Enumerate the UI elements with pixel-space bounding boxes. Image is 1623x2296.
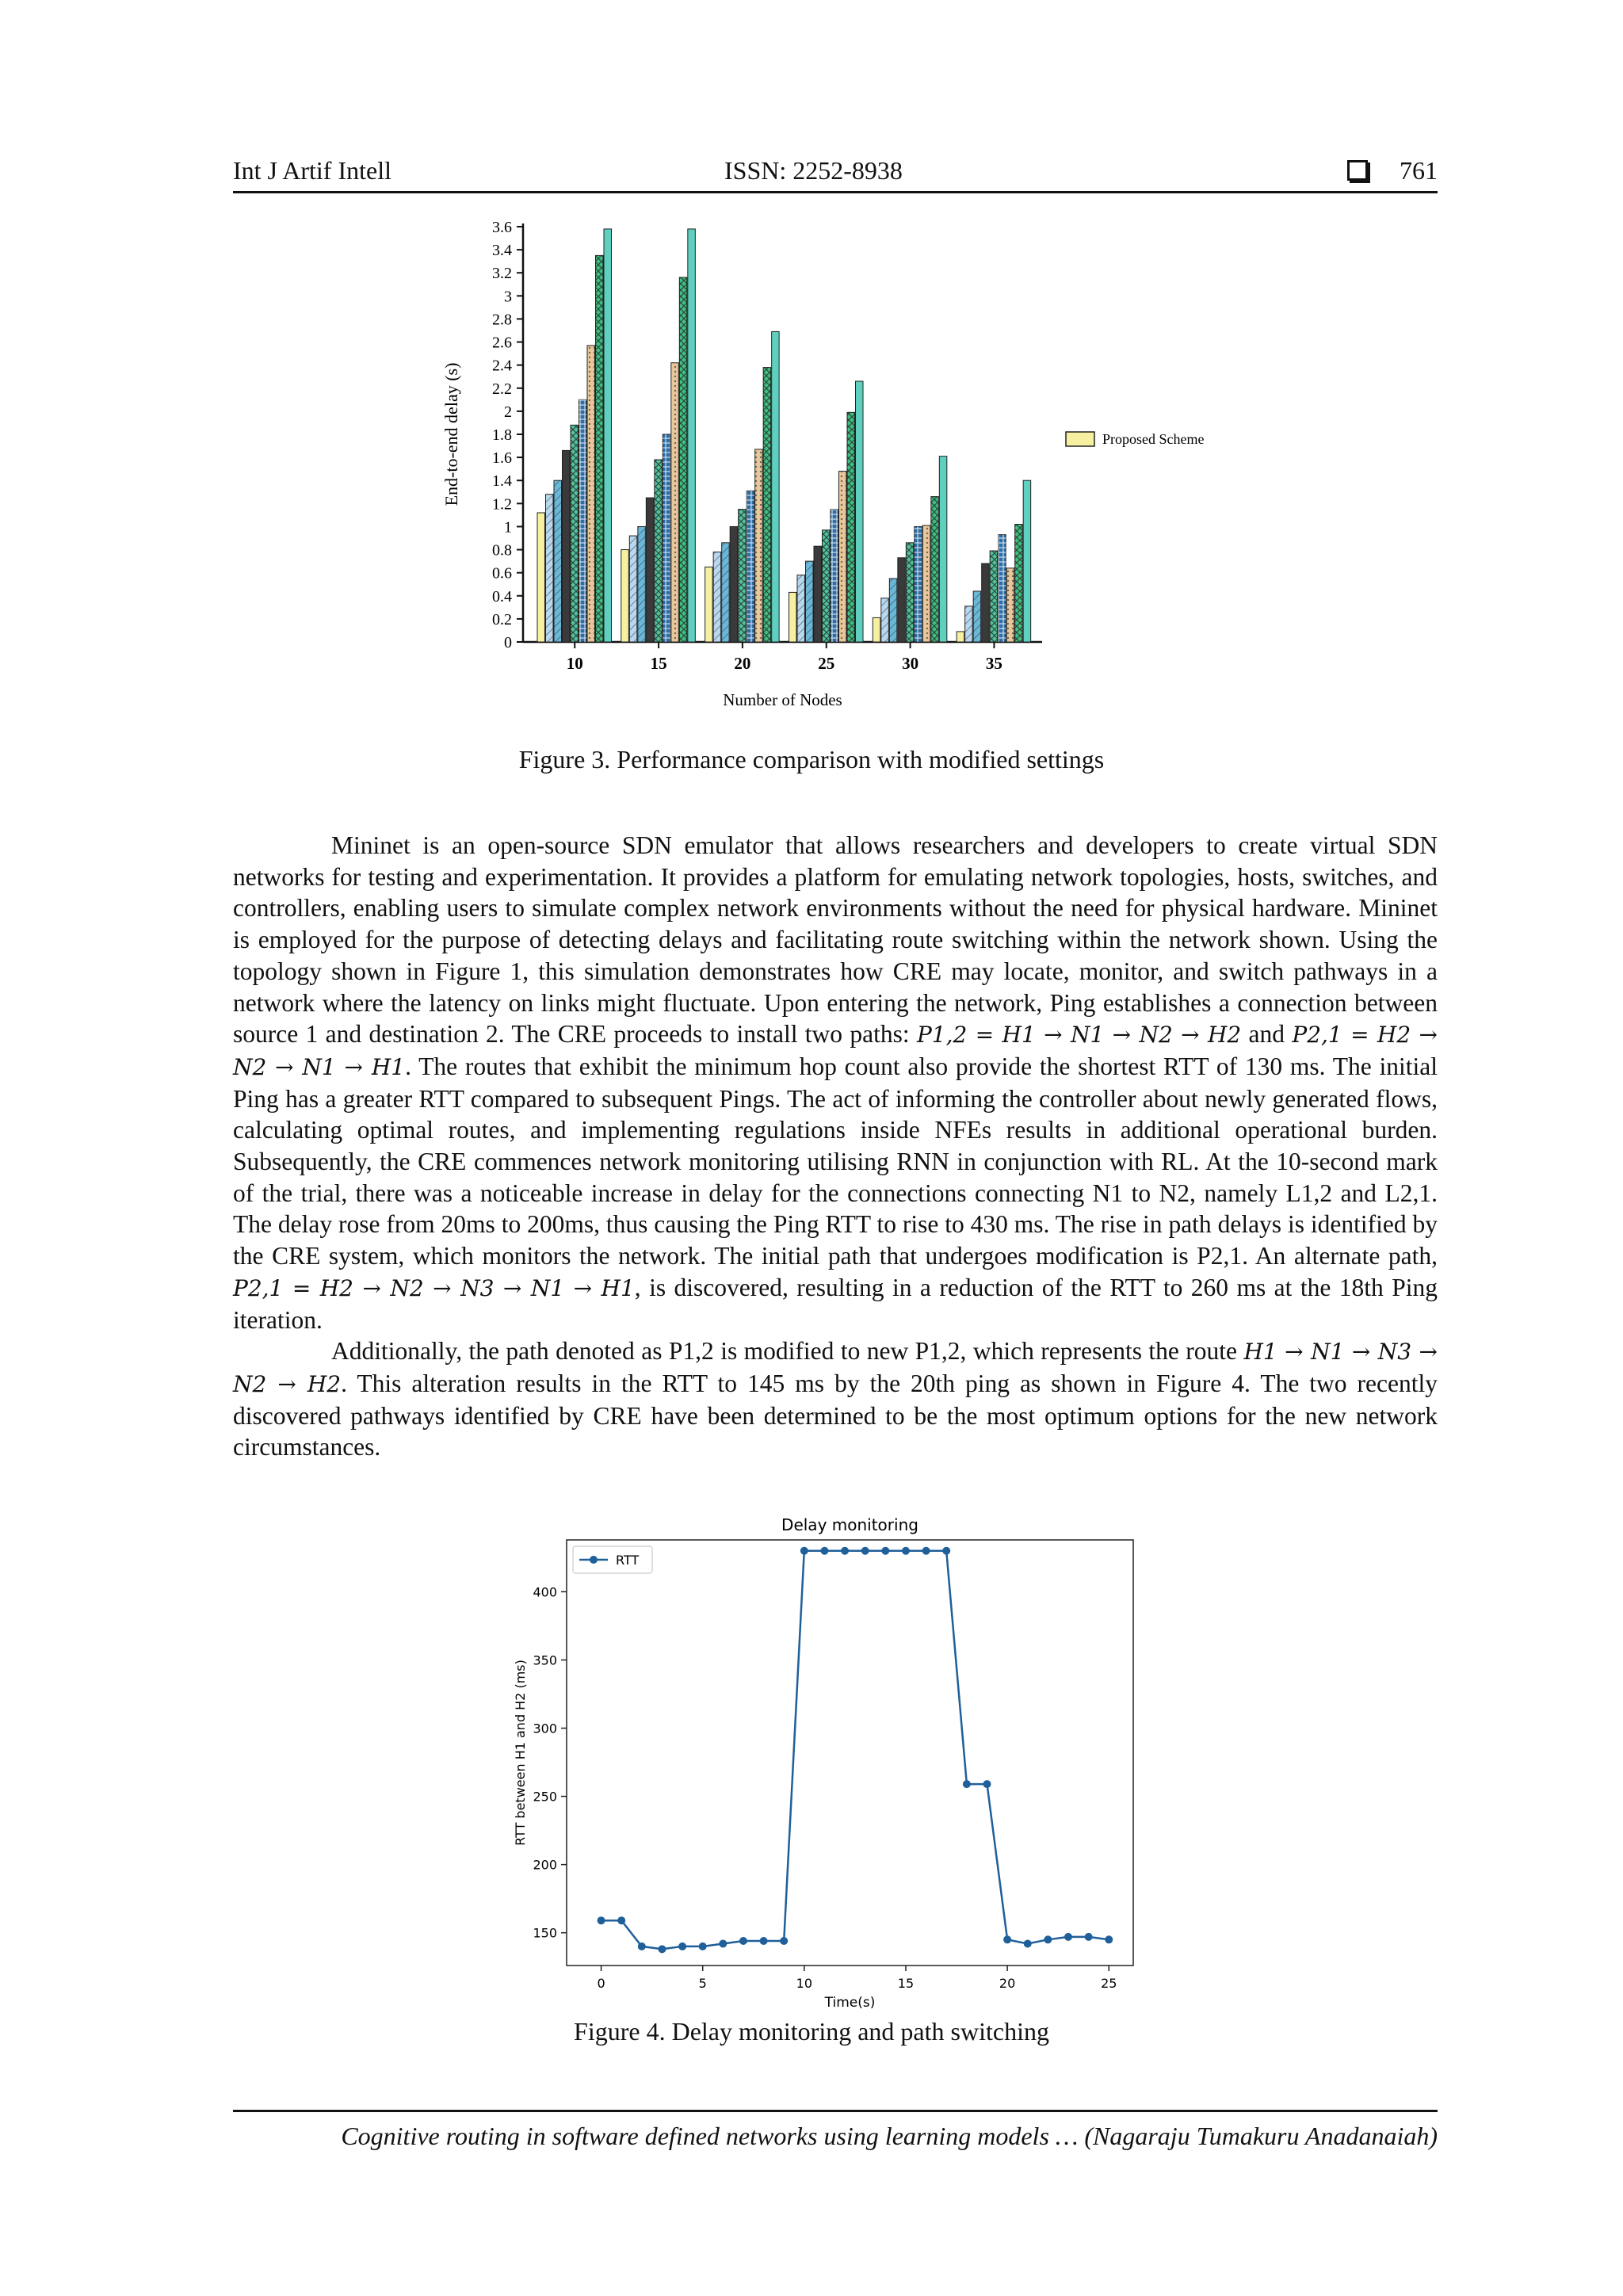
figure3-x-tick-label: 35: [985, 654, 1002, 673]
figure3-bar-hatch: [823, 530, 831, 642]
figure4-y-tick-label: 250: [533, 1789, 557, 1805]
figure3-y-tick-label: 1.2: [492, 495, 512, 514]
p1-text-2: and: [1241, 1020, 1293, 1049]
figure3-x-axis-label: Number of Nodes: [723, 690, 842, 709]
page-number: 761: [1400, 156, 1438, 185]
figure3-bar-hatch: [671, 363, 679, 642]
p1-math-2: P2,1 = H2 → N2 → N1 → H1: [233, 1022, 1438, 1080]
paragraph-1: [233, 830, 1438, 1335]
figure4-x-axis-label: Time(s): [824, 1995, 876, 2011]
figure4-rtt-point: [922, 1547, 930, 1555]
figure4-rtt-point: [719, 1939, 727, 1947]
p1-math-1: P1,2 = H1 → N1 → N2 → H2: [916, 1022, 1242, 1049]
figure3-bar: [814, 546, 822, 642]
p2-math-1: H1 → N1 → N3 → N2 → H2: [233, 1339, 1438, 1397]
figure3-bar: [898, 558, 906, 642]
figure3-bar-hatch: [831, 510, 838, 642]
figure3-bar: [789, 592, 797, 642]
figure3-bar: [646, 498, 654, 642]
figure3-bar-hatch: [755, 449, 763, 642]
figure3-bar: [856, 381, 864, 642]
figure3-bar-hatch: [847, 412, 855, 642]
figure3-x-tick-label: 25: [818, 654, 835, 673]
figure3-y-tick-label: 2.2: [492, 380, 512, 398]
figure4-rtt-point: [820, 1547, 828, 1555]
figure4-rtt-point: [658, 1945, 666, 1953]
figure3-bar: [705, 567, 713, 642]
figure3-y-tick-label: 2.4: [492, 357, 512, 375]
figure4-y-tick-label: 350: [533, 1652, 557, 1668]
figure3-caption: Figure 3. Performance comparison with modified settings: [518, 745, 1105, 774]
figure3-bar: [957, 632, 964, 642]
figure4-axes: [513, 1515, 1133, 2011]
figure3-bar: [772, 331, 780, 642]
figure4-rtt-point: [617, 1916, 625, 1924]
figure3-bar: [939, 457, 947, 642]
figure4-rtt-point: [1044, 1935, 1052, 1943]
journal-name: Int J Artif Intell: [233, 156, 391, 185]
figure4-rtt-point: [942, 1547, 950, 1555]
figure3-bar-hatch: [629, 536, 637, 642]
p1-text-3: . The routes that exhibit the minimum hop count also provide the shortest RTT of 130 ms. The initial Ping has a greater RTT compared to subsequent Pings. The act of informing the controller about newly generated flows, calculating optimal routes, and implementing regulations inside NFEs results in additional operational burden. Subsequently, the CRE commences network monitoring utilising RNN in conjunction with RL. At the 10-second mark of the trial, there was a noticeable increase in delay for the connections connecting N1 to N2, namely L1,2 and L2,1. The delay rose from 20ms to 200ms, thus causing the Ping RTT to rise to 430 ms. The rise in path delays is identified by the CRE system, which monitors the network. The initial path that undergoes modification is P2,1. An alternate path,: [233, 1052, 1438, 1270]
figure3-bar-chart: [440, 208, 1240, 723]
figure3-bar-hatch: [931, 497, 939, 642]
figure3-bar-hatch: [1015, 525, 1023, 642]
figure3-bar-hatch: [1006, 568, 1014, 642]
figure3-bar: [604, 229, 612, 642]
figure3-bar-hatch: [579, 399, 587, 642]
figure4-legend-marker: [590, 1556, 598, 1564]
figure3-legend-label: Proposed Scheme: [1102, 431, 1205, 447]
figure3-bar-hatch: [679, 277, 687, 642]
figure3-y-tick-label: 0: [504, 634, 512, 651]
figure3-bar-hatch: [655, 460, 663, 642]
figure3-y-tick-label: 0.4: [492, 587, 512, 606]
figure4-rtt-point: [1003, 1935, 1011, 1943]
figure3-bar: [621, 550, 629, 642]
figure4-rtt-point: [678, 1943, 686, 1950]
figure4-x-tick-label: 25: [1101, 1976, 1117, 1991]
figure3-bar-hatch: [839, 472, 847, 642]
figure3-bar-hatch: [797, 575, 805, 642]
figure3-y-tick-label: 1.8: [492, 426, 512, 444]
figure3-bar: [730, 526, 738, 642]
figure3-bar-hatch: [999, 535, 1006, 642]
figure4-y-tick-label: 400: [533, 1584, 557, 1600]
figure4-rtt-point: [881, 1547, 889, 1555]
figure4-rtt-point: [638, 1943, 646, 1950]
figure4-caption: Figure 4. Delay monitoring and path switching: [574, 2017, 1049, 2046]
figure3-bar-hatch: [915, 526, 922, 642]
figure3-y-tick-label: 2.8: [492, 311, 512, 329]
figure4-rtt-point: [760, 1937, 768, 1945]
p2-text-1: Additionally, the path denoted as P1,2 is modified to new P1,2, which represents the route: [331, 1337, 1244, 1366]
figure4-rtt-point: [1064, 1933, 1072, 1941]
figure3-bar-hatch: [571, 425, 579, 642]
figure3-bar-hatch: [922, 525, 930, 642]
figure3-bar-hatch: [990, 551, 998, 642]
figure3-bar-hatch: [713, 552, 721, 642]
figure4-x-tick-label: 0: [597, 1976, 605, 1991]
figure3-y-tick-label: 0.6: [492, 564, 512, 583]
figure3-bar: [982, 563, 990, 642]
figure3-x-tick-label: 30: [902, 654, 919, 673]
figure4-x-tick-label: 5: [698, 1976, 707, 1991]
figure4-line-chart: [507, 1510, 1157, 2017]
figure3-legend: [1066, 431, 1204, 447]
figure3-x-tick-label: 20: [734, 654, 751, 673]
figure4-rtt-point: [983, 1780, 991, 1788]
figure3-legend-swatch: [1066, 432, 1094, 446]
page-footer: Cognitive routing in software defined networks using learning models … (Nagaraju Tumakuru Anadanaiah): [233, 2110, 1438, 2151]
square-bullet-icon: [1347, 160, 1368, 181]
figure3-x-tick-label: 10: [566, 654, 583, 673]
figure3-y-tick-label: 0.8: [492, 541, 512, 560]
figure4-rtt-point: [800, 1547, 808, 1555]
figure4-x-tick-label: 15: [897, 1976, 915, 1991]
figure4-title: Delay monitoring: [781, 1515, 918, 1534]
figure3-y-tick-label: 1: [504, 518, 512, 537]
figure4-x-tick-label: 10: [796, 1976, 813, 1991]
figure4-legend-label: RTT: [616, 1553, 640, 1568]
figure3-bar-hatch: [889, 579, 897, 642]
figure3-bar: [537, 513, 545, 642]
figure3-bar-hatch: [965, 606, 973, 642]
figure4-rtt-point: [598, 1916, 605, 1924]
figure3-bar-hatch: [596, 255, 604, 642]
page-number-group: [1347, 156, 1438, 185]
body-text: [233, 830, 1438, 1463]
figure4-legend: [573, 1546, 652, 1573]
figure4-rtt-point: [841, 1547, 849, 1555]
figure3-y-tick-label: 3.4: [492, 242, 512, 260]
figure3-y-axis-label: End-to-end delay (s): [441, 362, 461, 506]
figure4-y-tick-label: 150: [533, 1925, 557, 1941]
figure3-bar-hatch: [806, 561, 814, 642]
figure4-y-tick-label: 200: [533, 1857, 557, 1873]
figure4-x-tick-label: 20: [999, 1976, 1016, 1991]
figure4-rtt-point: [902, 1547, 910, 1555]
page-header: [233, 155, 1438, 193]
figure4-rtt-point: [861, 1547, 869, 1555]
p1-math-3: P2,1 = H2 → N2 → N3 → N1 → H1: [233, 1274, 635, 1301]
figure3-bar-hatch: [638, 526, 646, 642]
figure3-bar-hatch: [554, 480, 562, 642]
figure3-bar-hatch: [906, 543, 914, 642]
p2-text-2: . This alteration results in the RTT to 145 ms by the 20th ping as shown in Figure 4. The two recently discovered pathways identified by CRE have been determined to be the most optimum options for the new network circumstances.: [233, 1369, 1438, 1461]
figure3-y-tick-label: 1.4: [492, 472, 512, 491]
figure4-rtt-point: [699, 1943, 707, 1950]
figure4-y-axis-label: RTT between H1 and H2 (ms): [513, 1660, 528, 1846]
figure3-bar-hatch: [739, 510, 747, 642]
figure3-y-tick-label: 0.2: [492, 610, 512, 628]
p1-text-1: Mininet is an open-source SDN emulator that allows researchers and developers to create virtual SDN networks for testing and experimentation. It provides a platform for emulating network topologies, hosts, switches, and controllers, enabling users to simulate complex network environments without the need for physical hardware. Mininet is employed for the purpose of detecting delays and facilitating route switching within the network shown. Using the topology shown in Figure 1, this simulation demonstrates how CRE may locate, monitor, and switch pathways in a network where the latency on links might fluctuate. Upon entering the network, Ping establishes a connection between source 1 and destination 2. The CRE proceeds to install two paths:: [233, 831, 1438, 1049]
figure4-rtt-point: [739, 1937, 747, 1945]
figure3-bar-hatch: [546, 495, 554, 642]
figure3-bar-hatch: [663, 434, 670, 642]
figure4-rtt-point: [780, 1937, 788, 1945]
figure3-bars: [537, 229, 1031, 642]
figure3-bar-hatch: [973, 591, 981, 642]
figure3-x-tick-label: 15: [650, 654, 667, 673]
figure3-bar: [688, 229, 696, 642]
figure4-rtt-point: [1085, 1933, 1093, 1941]
issn: ISSN: 2252-8938: [724, 156, 903, 185]
figure4-plot-frame: [567, 1540, 1133, 1966]
figure3-y-tick-label: 3.2: [492, 265, 512, 283]
figure3-y-tick-label: 2.6: [492, 334, 512, 352]
p1-text-4: , is discovered, resulting in a reduction of the RTT to 260 ms at the 18th Ping iteration.: [233, 1273, 1438, 1334]
paragraph-2: [233, 1335, 1438, 1463]
figure3-bar: [1023, 480, 1031, 642]
figure3-y-tick-label: 2: [504, 403, 512, 421]
figure3-bar-hatch: [587, 346, 595, 642]
figure3-y-tick-label: 3.6: [492, 219, 512, 236]
figure3-bar: [873, 617, 880, 642]
figure4-rtt-point: [1024, 1939, 1032, 1947]
figure4-rtt-point: [963, 1780, 971, 1788]
figure3-bar-hatch: [747, 491, 754, 642]
figure4-y-tick-label: 300: [533, 1721, 557, 1736]
figure3-bar-hatch: [722, 543, 730, 642]
figure3-bar-hatch: [881, 598, 889, 642]
figure3-y-tick-label: 1.6: [492, 449, 512, 468]
figure4-rtt-point: [1105, 1935, 1113, 1943]
figure3-bar-hatch: [763, 368, 771, 642]
figure3-bar: [563, 450, 571, 642]
figure3-y-tick-label: 3: [504, 288, 512, 306]
